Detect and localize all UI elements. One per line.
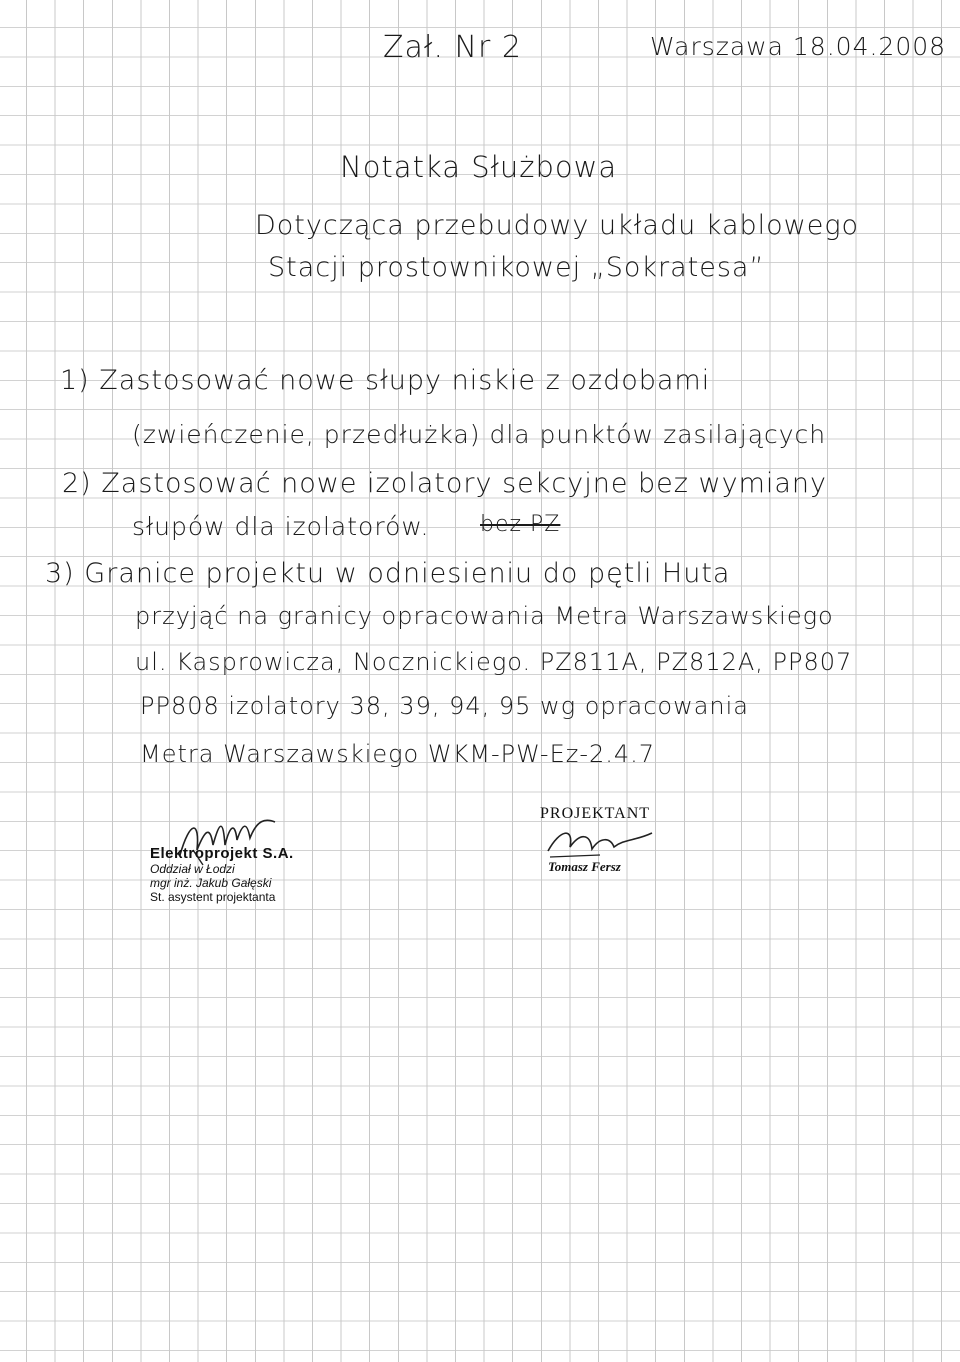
item-2-line-2: słupów dla izolatorów. xyxy=(132,512,430,541)
item-1-line-2: (zwieńczenie, przedłużka) dla punktów zasilających xyxy=(132,420,827,449)
note-subject-line-1: Dotycząca przebudowy układu kablowego xyxy=(255,210,860,241)
item-3-line-1: 3) Granice projektu w odniesieniu do pętli Huta xyxy=(45,558,731,589)
note-title: Notatka Służbowa xyxy=(340,150,618,184)
attachment-number: Zał. Nr 2 xyxy=(383,30,522,65)
place-date: Warszawa 18.04.2008 xyxy=(650,32,947,61)
item-3-line-4: PP808 izolatory 38, 39, 94, 95 wg opracowania xyxy=(140,692,750,720)
item-3-line-2: przyjąć na granicy opracowania Metra Warszawskiego xyxy=(135,602,834,630)
designer-stamp-title: PROJEKTANT xyxy=(540,805,651,822)
stamp-company-name: Elektroprojekt S.A. xyxy=(150,845,294,862)
stamp-position: St. asystent projektanta xyxy=(150,890,276,904)
company-stamp xyxy=(150,845,320,904)
note-subject-line-2: Stacji prostownikowej „Sokratesa” xyxy=(268,252,765,283)
designer-name: Tomasz Fersz xyxy=(548,859,621,874)
stamp-branch: Oddział w Łodzi xyxy=(150,862,235,876)
item-2-line-1: 2) Zastosować nowe izolatory sekcyjne bez wymiany xyxy=(62,468,828,499)
item-3-line-3: ul. Kasprowicza, Nocznickiego. PZ811A, PZ812A, PP807 xyxy=(135,648,853,676)
stamp-person: mgr inż. Jakub Gałęski xyxy=(150,876,272,890)
crossed-out-text: bez PZ xyxy=(480,512,561,537)
item-3-line-5: Metra Warszawskiego WKM-PW-Ez-2.4.7 xyxy=(140,740,656,768)
designer-stamp xyxy=(540,805,720,874)
item-1-line-1: 1) Zastosować nowe słupy niskie z ozdobami xyxy=(60,365,711,396)
